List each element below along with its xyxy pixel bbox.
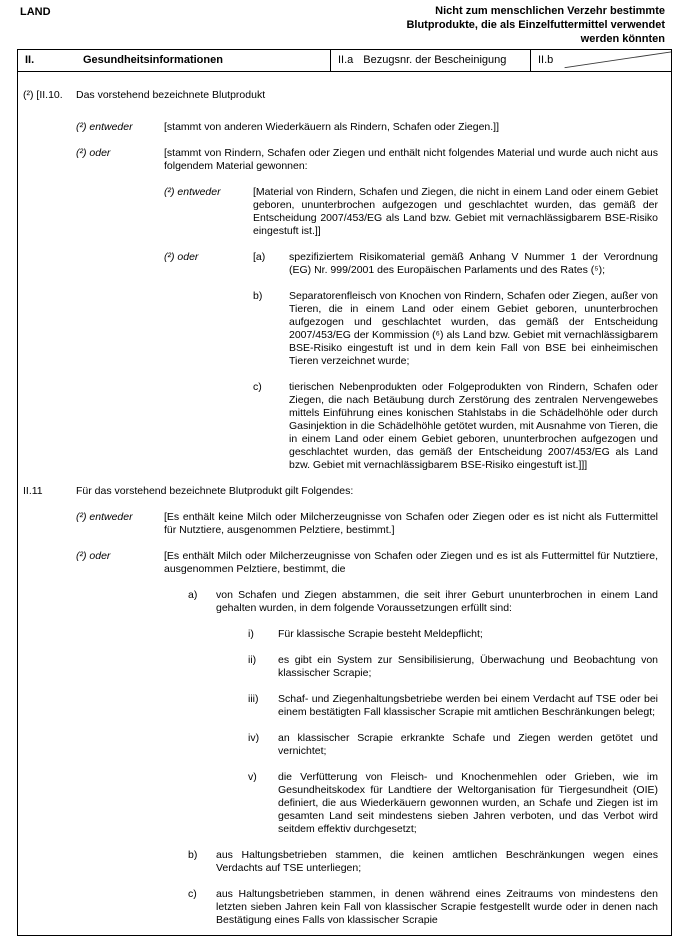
II10-sub-entweder-row [164, 186, 658, 238]
II10-item-a-text: spezifiziertem Risikomaterial gemäß Anhang V Nummer 1 der Verordnung (EG) Nr. 999/2001 des Europäischen Parlaments und des Rates (⁵); [289, 251, 658, 276]
header-health-info-label: Gesundheitsinformationen [83, 54, 223, 66]
II10-oder-label: (²) oder [76, 147, 111, 159]
II11-subitem-v-marker: v) [248, 771, 257, 783]
II11-list-item-b [188, 849, 658, 875]
II11-subitem-iii-text: Schaf- und Ziegenhaltungsbetriebe werden bei einem Verdacht auf TSE oder bei einem bestätigten Fall klassischer Scrapie mit amtlichen Beschränkungen belegt; [278, 693, 658, 718]
document-title-line-2: Blutprodukte, die als Einzelfuttermittel verwendet [406, 19, 665, 31]
II11-oder-text: [Es enthält Milch oder Milcherzeugnisse von Schafen oder Ziegen und es ist als Futtermittel für Nutztiere, ausgenommen Pelztiere, bestimmt, die [164, 550, 658, 575]
header-cell-health-info [18, 50, 330, 71]
II11-entweder-row [76, 511, 658, 537]
II11-subitem-ii [248, 654, 658, 680]
section-II10-number: (²) [II.10. [23, 89, 63, 101]
II11-subitem-iii-marker: iii) [248, 693, 259, 705]
II11-item-b-text: aus Haltungsbetrieben stammen, die keinen amtlichen Beschränkungen wegen eines Verdachts auf TSE unterliegen; [216, 849, 658, 874]
II10-sub-oder-label: (²) oder [164, 251, 199, 263]
II10-item-a-marker: [a) [253, 251, 266, 263]
II10-oder-text: [stammt von Rindern, Schafen oder Ziegen und enthält nicht folgendes Material und wurde auch nicht aus folgendem Material gewonnen: [164, 147, 658, 172]
table-body [18, 72, 671, 935]
II11-oder-row [76, 550, 658, 927]
header-cell-reference [330, 50, 530, 71]
document-title [406, 4, 665, 46]
II11-subitem-ii-text: es gibt ein System zur Sensibilisierung, Überwachung und Beobachtung von klassischer Scrapie; [278, 654, 658, 679]
II10-oder-row [76, 147, 658, 485]
II11-item-c-text: aus Haltungsbetrieben stammen, in denen während eines Zeitraums von mindestens den letzten sieben Jahren kein Fall von klassischer Scrapie festgestellt wurde oder in denen nach Bestätigung eines Falls von klassischer Scrapie [216, 888, 658, 926]
II10-item-c-marker: c) [253, 381, 262, 393]
document-title-line-3: werden könnten [580, 33, 665, 45]
section-II10-intro: Das vorstehend bezeichnete Blutprodukt [76, 89, 266, 101]
section-II10 [23, 89, 658, 485]
header-iib-label: II.b [538, 54, 554, 66]
II11-subitem-v [248, 771, 658, 836]
header-iia-label: II.a [338, 54, 354, 66]
II10-list-item-b [253, 290, 658, 368]
diagonal-strike-line [531, 50, 671, 71]
II11-item-b-marker: b) [188, 849, 198, 861]
II10-entweder-row [76, 121, 658, 134]
II11-oder-label: (²) oder [76, 550, 111, 562]
II11-item-c-marker: c) [188, 888, 197, 900]
certificate-table [17, 49, 672, 936]
II10-entweder-text: [stammt von anderen Wiederkäuern als Rindern, Schafen oder Ziegen.]] [164, 121, 500, 133]
II11-subitem-ii-marker: ii) [248, 654, 257, 666]
II11-entweder-label: (²) entweder [76, 511, 133, 523]
II11-subitem-i [248, 628, 658, 641]
II11-subitem-iv-text: an klassischer Scrapie erkrankte Schafe und Ziegen werden getötet und vernichtet; [278, 732, 658, 757]
II11-subitem-i-marker: i) [248, 628, 254, 640]
header-reference-label: Bezugsnr. der Bescheinigung [363, 54, 507, 66]
II11-item-a-text: von Schafen und Ziegen abstammen, die seit ihrer Geburt ununterbrochen in einem Land gehalten wurden, in dem folgende Voraussetzungen erfüllt sind: [216, 589, 658, 614]
header-section-number: II. [25, 54, 35, 66]
II11-item-a-marker: a) [188, 589, 198, 601]
II10-entweder-label: (²) entweder [76, 121, 133, 133]
document-title-line-1: Nicht zum menschlichen Verzehr bestimmte [435, 5, 665, 17]
section-II11-intro: Für das vorstehend bezeichnete Blutprodukt gilt Folgendes: [76, 485, 354, 497]
II10-list-item-c [253, 381, 658, 472]
II11-subitem-iv [248, 732, 658, 758]
header-cell-iib [530, 50, 671, 71]
country-label: LAND [20, 6, 51, 18]
II11-subitem-iii [248, 693, 658, 719]
page-header [0, 0, 679, 49]
section-II11-number: II.11 [23, 485, 43, 497]
table-header-row [18, 50, 671, 72]
II10-sub-entweder-label: (²) entweder [164, 186, 221, 198]
section-II11 [23, 485, 658, 927]
II10-list-item-a [253, 251, 658, 277]
II11-list-item-a [188, 589, 658, 836]
II10-item-b-text: Separatorenfleisch von Knochen von Rindern, Schafen oder Ziegen, außer von Tieren, die in einem Land oder einem Gebiet geboren, ununterbrochen aufgezogen und geschlachtet wurden, das gemäß der Entscheidung 2007/453/EG der Kommission (⁶) als Land bzw. Gebiet mit vernachlässigbarem BSE-Risiko eingestuft ist und in dem kein Fall von BSE bei einheimischen Tieren verzeichnet wurde; [289, 290, 658, 367]
II10-sub-oder-row [164, 251, 658, 485]
II11-subitem-v-text: die Verfütterung von Fleisch- und Knochenmehlen oder Grieben, wie im Gesundheitskodex für Landtiere der Weltorganisation für Tiergesundheit (OIE) definiert, die aus Wiederkäuern gewonnen wurden, an Schafe und Ziegen ist im gesamten Land seit mindestens sieben Jahren verboten, und das Verbot wird seitdem effektiv durchgesetzt; [278, 771, 658, 835]
II10-sub-entweder-text: [Material von Rindern, Schafen und Ziegen, die nicht in einem Land oder einem Gebiet geboren, ununterbrochen aufgezogen und geschlachtet wurden, das gemäß der Entscheidung 2007/453/EG als Land bzw. Gebiet mit vernachlässigbarem BSE-Risiko eingestuft ist.]] [253, 186, 658, 237]
II10-item-b-marker: b) [253, 290, 263, 302]
II11-list-item-c [188, 888, 658, 927]
II11-entweder-text: [Es enthält keine Milch oder Milcherzeugnisse von Schafen oder Ziegen oder es ist nicht als Futtermittel für Nutztiere, ausgenommen Pelztiere, bestimmt.] [164, 511, 658, 536]
II11-subitem-iv-marker: iv) [248, 732, 260, 744]
II11-subitem-i-text: Für klassische Scrapie besteht Meldepflicht; [278, 628, 483, 640]
II10-item-c-text: tierischen Nebenprodukten oder Folgeprodukten von Rindern, Schafen oder Ziegen, die nach Betäubung durch Zerstörung des zentralen Nervengewebes mittels Einführung eines konischen Stahlstabs in die Schädelhöhle oder durch Gasinjektion in die Schädelhöhle getötet wurden, mit Ausnahme von Tieren, die in einem Land oder einem Gebiet geboren, ununterbrochen aufgezogen und geschlachtet wurden, das gemäß der Entscheidung 2007/453/EG als Land bzw. Gebiet mit vernachlässigbarem BSE-Risiko eingestuft ist.]]] [289, 381, 658, 471]
